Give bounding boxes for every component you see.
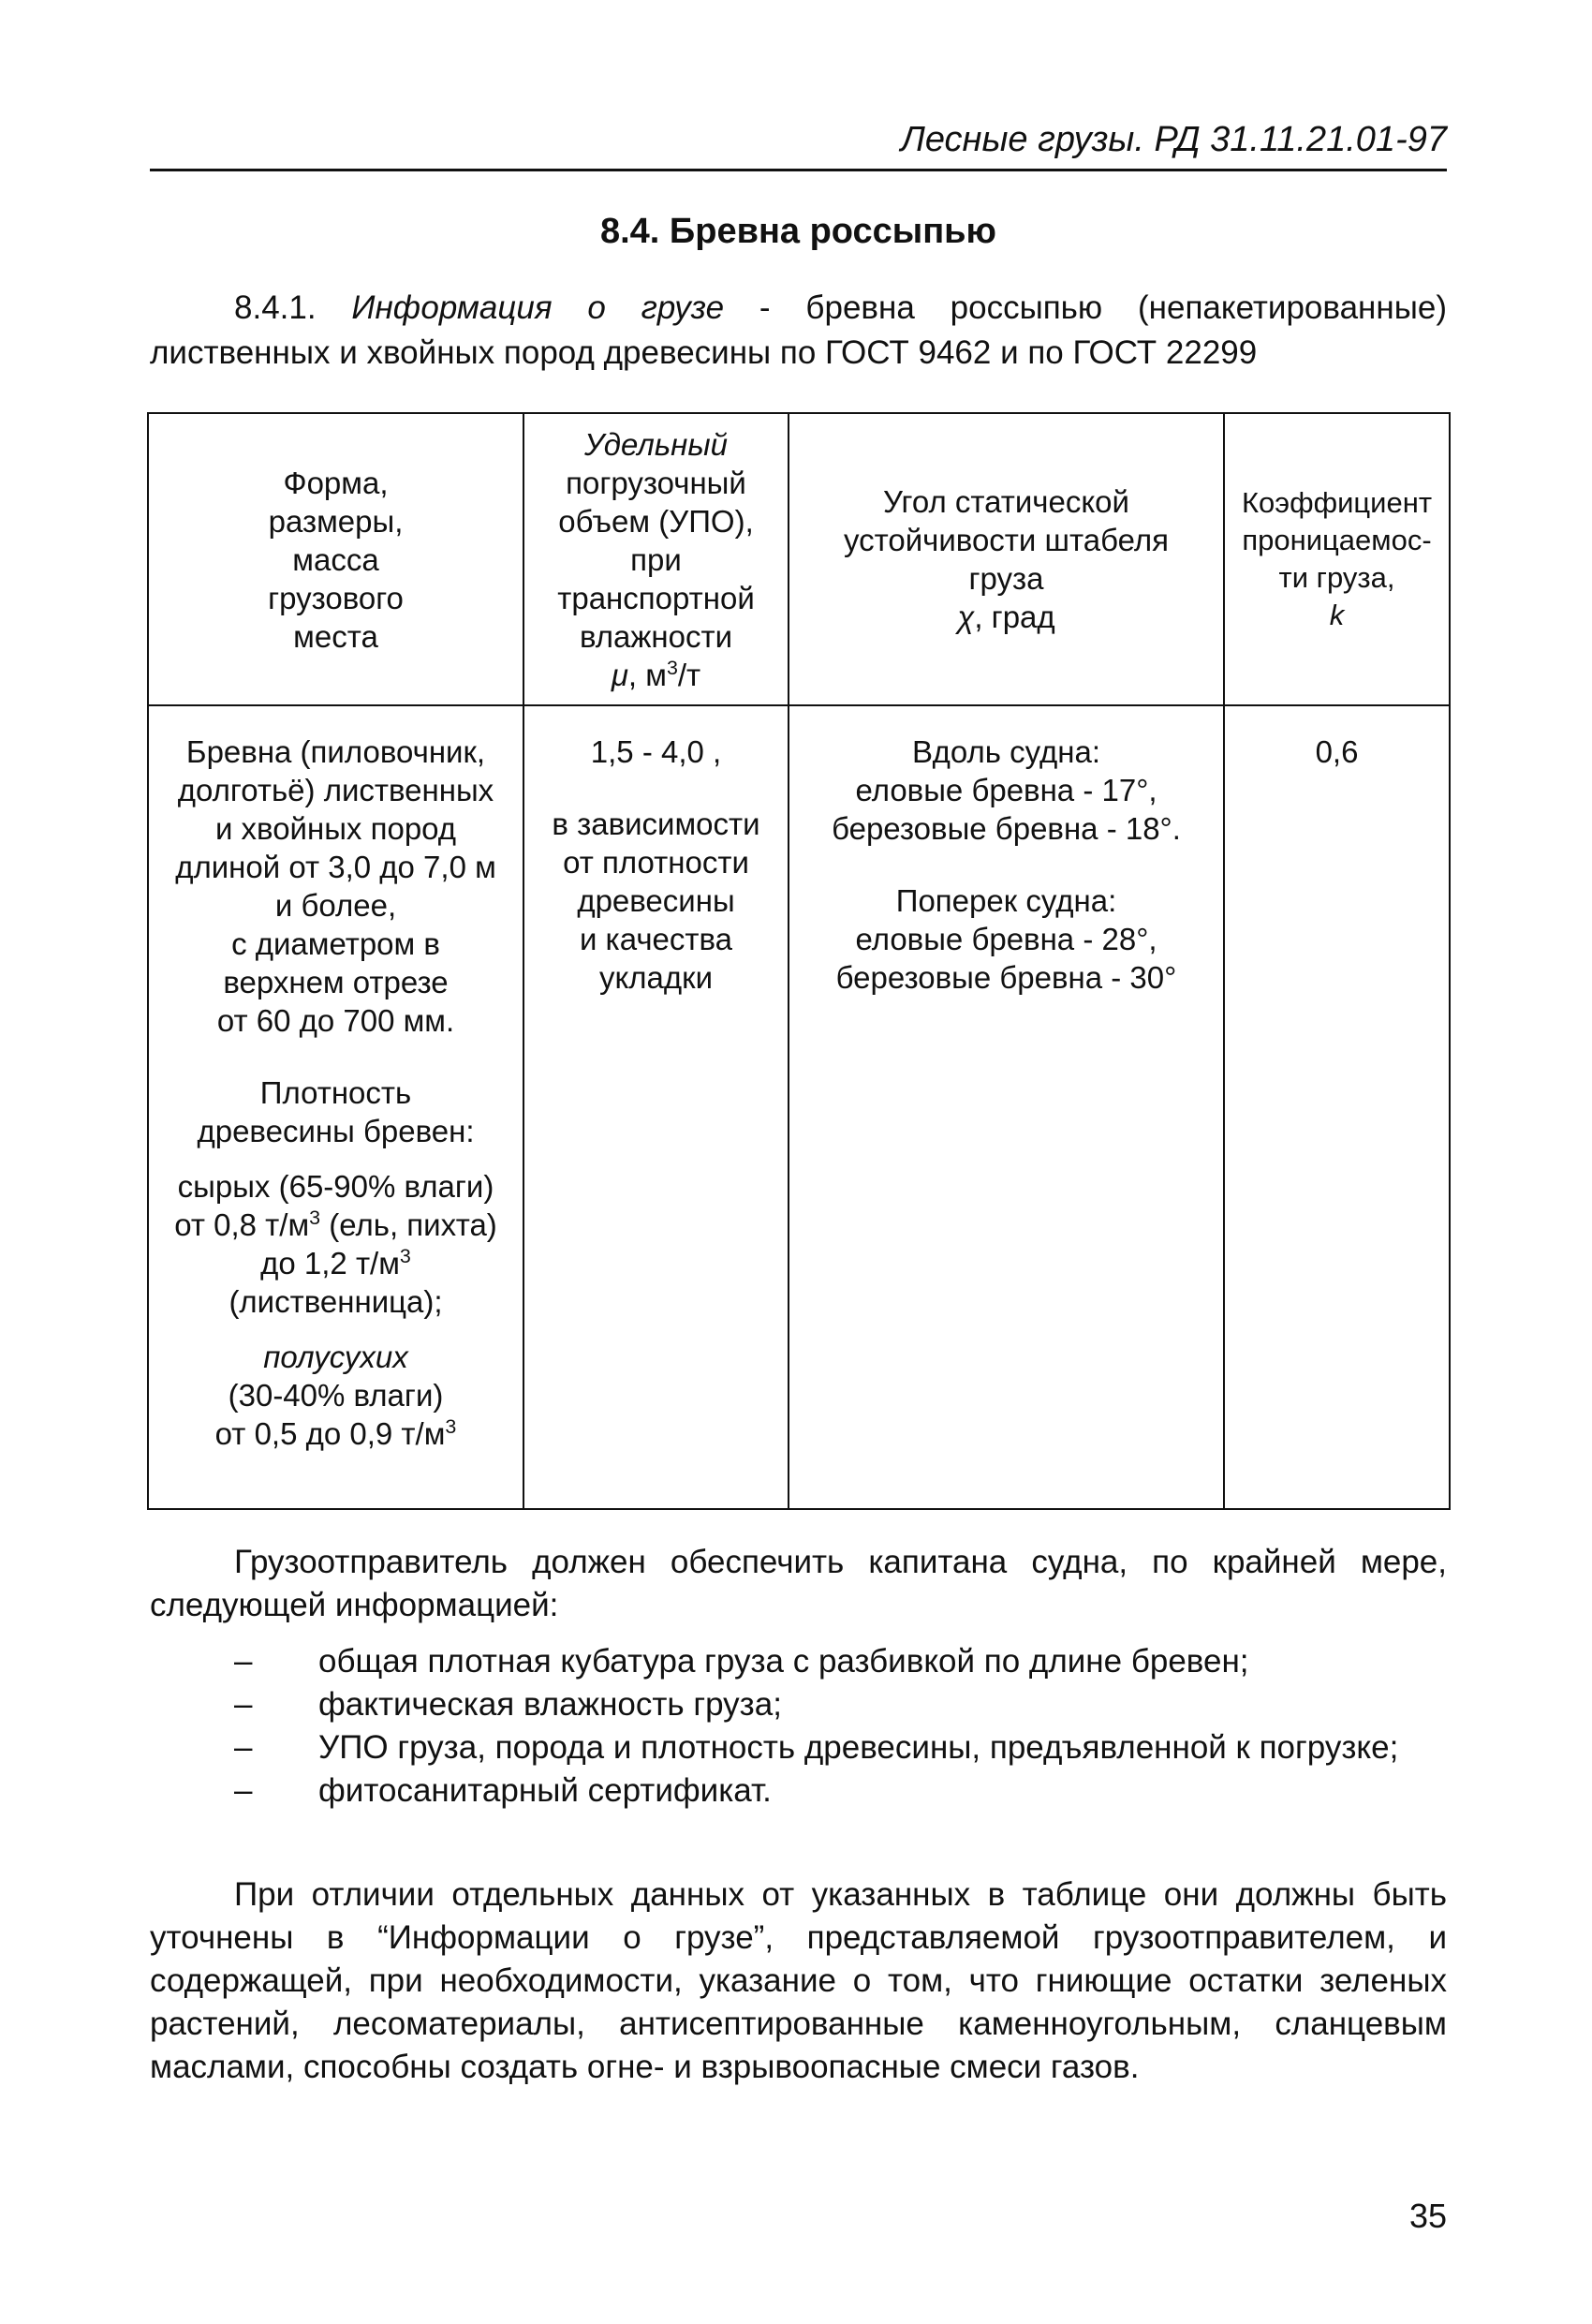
density-value: от 0,8 т/м xyxy=(174,1207,310,1242)
page-number: 35 xyxy=(1408,2197,1447,2235)
cell-line: верхнем отрезе xyxy=(223,965,449,999)
cell-line: березовые бревна - 18°. xyxy=(832,811,1181,846)
header-unit-line xyxy=(793,598,1219,636)
header-line: ти груза, xyxy=(1278,561,1395,594)
cell-stowage-factor xyxy=(523,705,789,1509)
cell-line: древесины xyxy=(577,883,735,918)
cell-line: Вдоль судна: xyxy=(911,734,1101,769)
cell-line: длиной от 3,0 до 7,0 м xyxy=(175,850,496,884)
header-cell-stowage-factor xyxy=(523,413,789,705)
intro-paragraph xyxy=(150,286,1447,376)
header-line: Форма, xyxy=(283,465,389,500)
header-line: влажности xyxy=(579,618,733,654)
cell-line: долготьё) лиственных xyxy=(177,773,494,807)
header-line: груза xyxy=(968,561,1044,596)
cell-line: березовые бревна - 30° xyxy=(835,960,1177,995)
unit-superscript: 3 xyxy=(399,1245,411,1267)
unit-text: , м xyxy=(627,657,667,692)
list-item-text: УПО груза, порода и плотность древесины, предъявленной к погрузке; xyxy=(318,1729,1399,1766)
header-line: размеры, xyxy=(268,503,404,539)
header-line: при xyxy=(630,541,682,577)
header-line: устойчивости штабеля xyxy=(844,523,1169,557)
unit-text: , град xyxy=(974,600,1055,634)
list-dash: – xyxy=(234,1643,253,1680)
cell-stability-angle xyxy=(789,705,1224,1509)
chi-symbol: χ xyxy=(957,600,975,634)
header-line: Угол статической xyxy=(883,484,1129,519)
cell-line: еловые бревна - 28°, xyxy=(855,922,1157,956)
list-item-text: общая плотная кубатура груза с разбивкой по длине бревен; xyxy=(318,1643,1249,1680)
table-header-row xyxy=(148,413,1450,705)
list-item xyxy=(150,1641,1447,1682)
unit-superscript: 3 xyxy=(445,1415,457,1438)
list-dash: – xyxy=(234,1686,253,1723)
header-cell-stability-angle xyxy=(789,413,1224,705)
cell-form xyxy=(148,705,523,1509)
cell-line xyxy=(153,1206,519,1244)
spacer xyxy=(153,1150,519,1167)
clause-lead: Информация о грузе xyxy=(351,289,725,326)
spacer xyxy=(153,1040,519,1073)
spacer xyxy=(528,771,784,805)
mu-symbol: μ xyxy=(611,657,628,692)
closing-paragraph xyxy=(150,1873,1447,2089)
running-header: Лесные грузы. РД 31.11.21.01-97 xyxy=(900,120,1447,159)
header-line: Удельный xyxy=(584,426,728,462)
header-cell-form xyxy=(148,413,523,705)
cell-line xyxy=(153,1244,519,1282)
cell-line: с диаметром в xyxy=(231,926,440,961)
header-line: транспортной xyxy=(557,580,755,615)
cargo-info-table xyxy=(147,412,1451,1510)
cell-line: (30-40% влаги) xyxy=(228,1378,444,1413)
stowage-value: 1,5 - 4,0 , xyxy=(590,734,722,769)
density-note: (ель, пихта) xyxy=(320,1207,497,1242)
k-symbol: k xyxy=(1329,599,1345,631)
requirements-text: Грузоотправитель должен обеспечить капитана судна, по крайней мере, следующей информацией: xyxy=(150,1544,1447,1623)
list-item-text: фактическая влажность груза; xyxy=(318,1686,782,1723)
unit-superscript: 3 xyxy=(309,1206,321,1229)
cell-line: укладки xyxy=(598,960,714,995)
list-item xyxy=(150,1770,1447,1812)
header-line: грузового xyxy=(268,580,404,615)
indent xyxy=(150,1876,234,1913)
header-line: проницаемос- xyxy=(1242,524,1432,556)
list-dash: – xyxy=(234,1772,253,1809)
cell-line: древесины бревен: xyxy=(197,1114,475,1148)
list-dash: – xyxy=(234,1729,253,1766)
header-line: масса xyxy=(292,541,379,577)
cell-line: Плотность xyxy=(259,1075,412,1110)
permeability-value: 0,6 xyxy=(1315,734,1359,769)
cell-line: от плотности xyxy=(563,845,749,880)
cell-line: полусухих xyxy=(263,1340,408,1374)
spacer xyxy=(793,848,1219,881)
density-value: от 0,5 до 0,9 т/м xyxy=(214,1416,446,1451)
cell-line: еловые бревна - 17°, xyxy=(855,773,1157,807)
header-rule xyxy=(150,169,1447,171)
cell-line: и качества xyxy=(579,922,733,956)
requirements-list xyxy=(150,1641,1447,1813)
requirements-lead xyxy=(150,1541,1447,1627)
header-line: места xyxy=(293,618,378,654)
section-title: 8.4. Бревна россыпью xyxy=(599,212,996,251)
indent xyxy=(150,1544,234,1580)
spacer xyxy=(153,1321,519,1338)
header-line: погрузочный xyxy=(566,465,746,500)
unit-superscript: 3 xyxy=(666,656,678,679)
unit-text: /т xyxy=(677,657,701,692)
header-cell-permeability xyxy=(1224,413,1450,705)
cell-line: сырых (65-90% влаги) xyxy=(177,1169,494,1204)
cell-line: Бревна (пиловочник, xyxy=(185,734,486,769)
list-item xyxy=(150,1684,1447,1725)
header-line: объем (УПО), xyxy=(558,503,754,539)
cell-line: (лиственница); xyxy=(228,1284,443,1319)
cell-line: в зависимости xyxy=(552,807,760,841)
list-item xyxy=(150,1727,1447,1769)
list-item-text: фитосанитарный сертификат. xyxy=(318,1772,772,1809)
cell-line xyxy=(153,1414,519,1453)
cell-line: от 60 до 700 мм. xyxy=(216,1003,455,1038)
clause-number: 8.4.1. xyxy=(234,289,317,326)
header-unit-line xyxy=(528,656,784,694)
cell-permeability xyxy=(1224,705,1450,1509)
clause-text: - бревна россыпью (непакетированные) лиственных и хвойных пород древесины по ГОСТ 9462 и по ГОСТ 22299 xyxy=(150,289,1447,371)
cell-line: Поперек судна: xyxy=(895,883,1117,918)
cell-line: и хвойных пород xyxy=(214,811,457,846)
cell-line: и более, xyxy=(274,888,397,923)
density-value: до 1,2 т/м xyxy=(260,1246,400,1280)
header-line: Коэффициент xyxy=(1241,486,1433,519)
table-row xyxy=(148,705,1450,1509)
closing-text: При отличии отдельных данных от указанных в таблице они должны быть уточнены в “Информации о грузе”, представляемой грузоотправителем, и содержащей, при необходимости, указание о том, что гниющие остатки зеленых растений, лесоматериалы, антисептированные каменноугольным, сланцевым маслами, способны создать огне- и взрывоопасные смеси газов. xyxy=(150,1876,1447,2085)
